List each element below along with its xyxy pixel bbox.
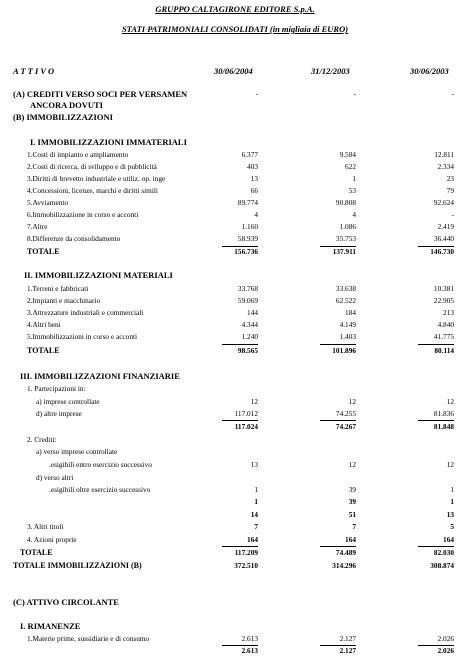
row-value-2: 4.149 [339,320,356,329]
subtotal-rule [418,546,454,547]
total-value-3: 146.730 [430,247,454,256]
subsection-materiali: II. IMMOBILIZZAZIONI MATERIALI [24,270,173,280]
total-value-3: 82.030 [433,548,454,557]
subtotal-value-3: 13 [446,510,454,519]
table-row [0,436,470,447]
total-row [0,562,470,573]
table-row [0,163,470,174]
total-value-1: 372.510 [234,561,258,570]
row-value-2: 12 [348,460,356,469]
subtotal-rule [222,420,258,421]
row-label: 6.Immobilizzazione in corso e acconti [27,210,139,219]
row-value-1: 4 [254,210,258,219]
row-value-1: 403 [247,162,258,171]
table-row [0,333,470,344]
subtotal-value-1: 117.024 [234,422,258,431]
total-label: TOTALE [27,247,60,256]
total-value-3: 80.114 [434,346,454,355]
table-row [0,175,470,186]
row-value-2: 1.086 [339,222,356,231]
row-value-1: 13 [250,460,258,469]
section-a-value-3: - [451,89,454,98]
row-label: 2. Crediti: [27,435,57,444]
subtotal-rule [418,344,454,345]
col-header-2: 31/12/2003 [311,66,350,76]
row-value-1: 59.069 [237,296,258,305]
row-value-1: 58.939 [237,234,258,243]
total-row [0,549,470,560]
col-header-1: 30/06/2004 [214,66,253,76]
subtotal-value-2: 2.127 [339,646,356,655]
row-value-2: 7 [352,522,356,531]
row-label: d) altre imprese [36,409,82,418]
row-label: 1.Costi di impianto e ampliamento [27,150,129,159]
table-row [0,461,470,472]
row-label: 2.Costi di ricerca, di sviluppo e di pubblicità [27,162,157,171]
row-value-3: 2.026 [437,634,454,643]
table-row [0,199,470,210]
subtotal-rule [418,420,454,421]
row-value-3: 1 [450,485,454,494]
section-b-heading: (B) IMMOBILIZZAZIONI [13,112,113,122]
subtotal-row [0,511,470,522]
table-row [0,187,470,198]
row-label: 1.Materie prime, sussidiarie e di consumo [27,634,150,643]
subtotal-value-1: 2.613 [241,646,258,655]
row-label: a) verso imprese controllate [36,447,118,456]
row-value-2: 164 [345,535,356,544]
total-value-3: 308.874 [430,561,454,570]
row-value-3: 4.840 [437,320,454,329]
subtotal-rule [222,546,258,547]
row-value-2: 622 [345,162,356,171]
subtotal-value-1: 14 [250,510,258,519]
row-value-1: 12 [250,397,258,406]
subtotal-value-3: 81.848 [433,422,454,431]
total-label: TOTALE IMMOBILIZZAZIONI (B) [13,561,142,570]
statement-title: STATI PATRIMONIALI CONSOLIDATI (in migliaia di EURO) [121,24,349,34]
row-value-3: 36.440 [433,234,454,243]
total-value-1: 98.565 [237,346,258,355]
subtotal-row [0,423,470,434]
section-a-line2: ANCORA DOVUTI [30,100,103,110]
row-value-1: 7 [254,522,258,531]
row-value-2: 12 [348,397,356,406]
subtotal-rule [222,344,258,345]
subtotal-value-3: 1 [450,497,454,506]
subsection-rimanenze: I. RIMANENZE [20,621,81,631]
row-value-2: 9.584 [339,150,356,159]
row-value-1: 117.012 [234,409,258,418]
table-row [0,211,470,222]
row-label: 4. Azioni proprie [27,535,77,544]
section-a-value-1: - [255,89,258,98]
row-value-3: 10.381 [433,284,454,293]
row-value-1: 4.344 [241,320,258,329]
row-label: .esigibili oltre esercizio successivo [49,485,151,494]
col-header-3: 30/06/2003 [410,66,449,76]
row-value-2: 90.808 [335,198,356,207]
row-value-1: 144 [247,308,258,317]
row-value-3: 22.905 [433,296,454,305]
subtotal-rule [320,344,356,345]
row-label: 4.Concessioni, licenze, marchi e diritti simili [27,186,158,195]
table-row [0,474,470,485]
subtotal-value-3: 2.026 [437,646,454,655]
subsection-finanziarie: III. IMMOBILIZZAZIONI FINANZIARIE [20,371,180,381]
table-row [0,321,470,332]
row-value-3: 79 [446,186,454,195]
subtotal-row [0,647,470,658]
table-row [0,297,470,308]
row-label: 5.Immobilizzazioni in corso e acconti [27,332,138,341]
row-value-3: - [451,210,454,219]
row-value-1: 13 [250,174,258,183]
table-row [0,486,470,497]
subtotal-value-2: 39 [348,497,356,506]
row-value-3: 5 [450,522,454,531]
total-label: TOTALE [20,548,53,557]
subtotal-value-1: 1 [254,497,258,506]
total-value-2: 101.896 [332,346,356,355]
row-label: 3.Attrezzature industriali e commerciali [27,308,144,317]
row-value-1: 66 [250,186,258,195]
row-label: 1.Terreni e fabbricati [27,284,89,293]
row-value-1: 1 [254,485,258,494]
total-value-2: 74.489 [335,548,356,557]
total-value-2: 137.911 [332,247,356,256]
table-row [0,398,470,409]
total-value-1: 117.209 [234,548,258,557]
attivo-heading: A T T I V O [13,66,55,76]
section-c-heading: (C) ATTIVO CIRCOLANTE [13,597,119,607]
row-label: 2.Impianti e macchinario [27,296,101,305]
subtotal-rule [320,546,356,547]
row-value-1: 33.768 [237,284,258,293]
row-value-3: 2.419 [437,222,454,231]
subsection-immateriali: I. IMMOBILIZZAZIONI IMMATERIALI [30,137,187,147]
row-label: .esigibili entro esercizio successivo [49,460,152,469]
table-row [0,223,470,234]
row-value-2: 62.522 [335,296,356,305]
row-label: 7.Altre [27,222,48,231]
row-label: 3. Altri titoli [27,522,64,531]
row-value-3: 2.334 [437,162,454,171]
row-value-2: 2.127 [339,634,356,643]
row-value-3: 23 [446,174,454,183]
row-value-2: 35.753 [335,234,356,243]
row-value-1: 89.774 [237,198,258,207]
row-label: 8.Differenze da consolidamento [27,234,121,243]
total-row [0,248,470,259]
row-value-3: 12 [446,397,454,406]
row-value-2: 33.638 [335,284,356,293]
section-a-value-2: - [353,89,356,98]
total-row [0,347,470,358]
row-label: 5.Avviamento [27,198,69,207]
row-value-2: 1.403 [339,332,356,341]
table-row [0,151,470,162]
total-label: TOTALE [27,346,60,355]
row-value-1: 1.240 [241,332,258,341]
table-row [0,309,470,320]
row-value-2: 53 [348,186,356,195]
row-value-1: 164 [247,535,258,544]
row-label: d) verso altri [36,473,74,482]
row-value-3: 12 [446,460,454,469]
row-value-1: 1.160 [241,222,258,231]
table-row [0,235,470,246]
row-value-1: 2.613 [241,634,258,643]
row-value-3: 81.836 [433,409,454,418]
row-value-2: 4 [352,210,356,219]
row-label: 3.Diritti di brevetto industriale e utiliz. op. inge [27,174,166,183]
subtotal-value-2: 74.267 [335,422,356,431]
row-label: 4.Altri beni [27,320,61,329]
row-value-2: 184 [345,308,356,317]
table-row [0,523,470,534]
row-value-3: 164 [443,535,454,544]
row-label: 1. Partecipazioni in: [27,384,86,393]
total-value-1: 156.736 [234,247,258,256]
total-value-2: 314.296 [332,561,356,570]
row-value-2: 39 [348,485,356,494]
table-row [0,385,470,396]
row-label: a) imprese controllate [36,397,100,406]
row-value-3: 41.775 [433,332,454,341]
row-value-3: 92.624 [433,198,454,207]
row-value-3: 12.811 [434,150,454,159]
subtotal-value-2: 51 [348,510,356,519]
section-a-line1: (A) CREDITI VERSO SOCI PER VERSAMEN [13,89,188,99]
subtotal-row [0,498,470,509]
row-value-3: 213 [443,308,454,317]
table-row [0,285,470,296]
row-value-2: 1 [352,174,356,183]
subtotal-rule [320,420,356,421]
row-value-2: 74.255 [335,409,356,418]
company-title: GRUPPO CALTAGIRONE EDITORE S.p.A. [155,4,315,14]
row-value-1: 6.377 [241,150,258,159]
table-row [0,448,470,459]
